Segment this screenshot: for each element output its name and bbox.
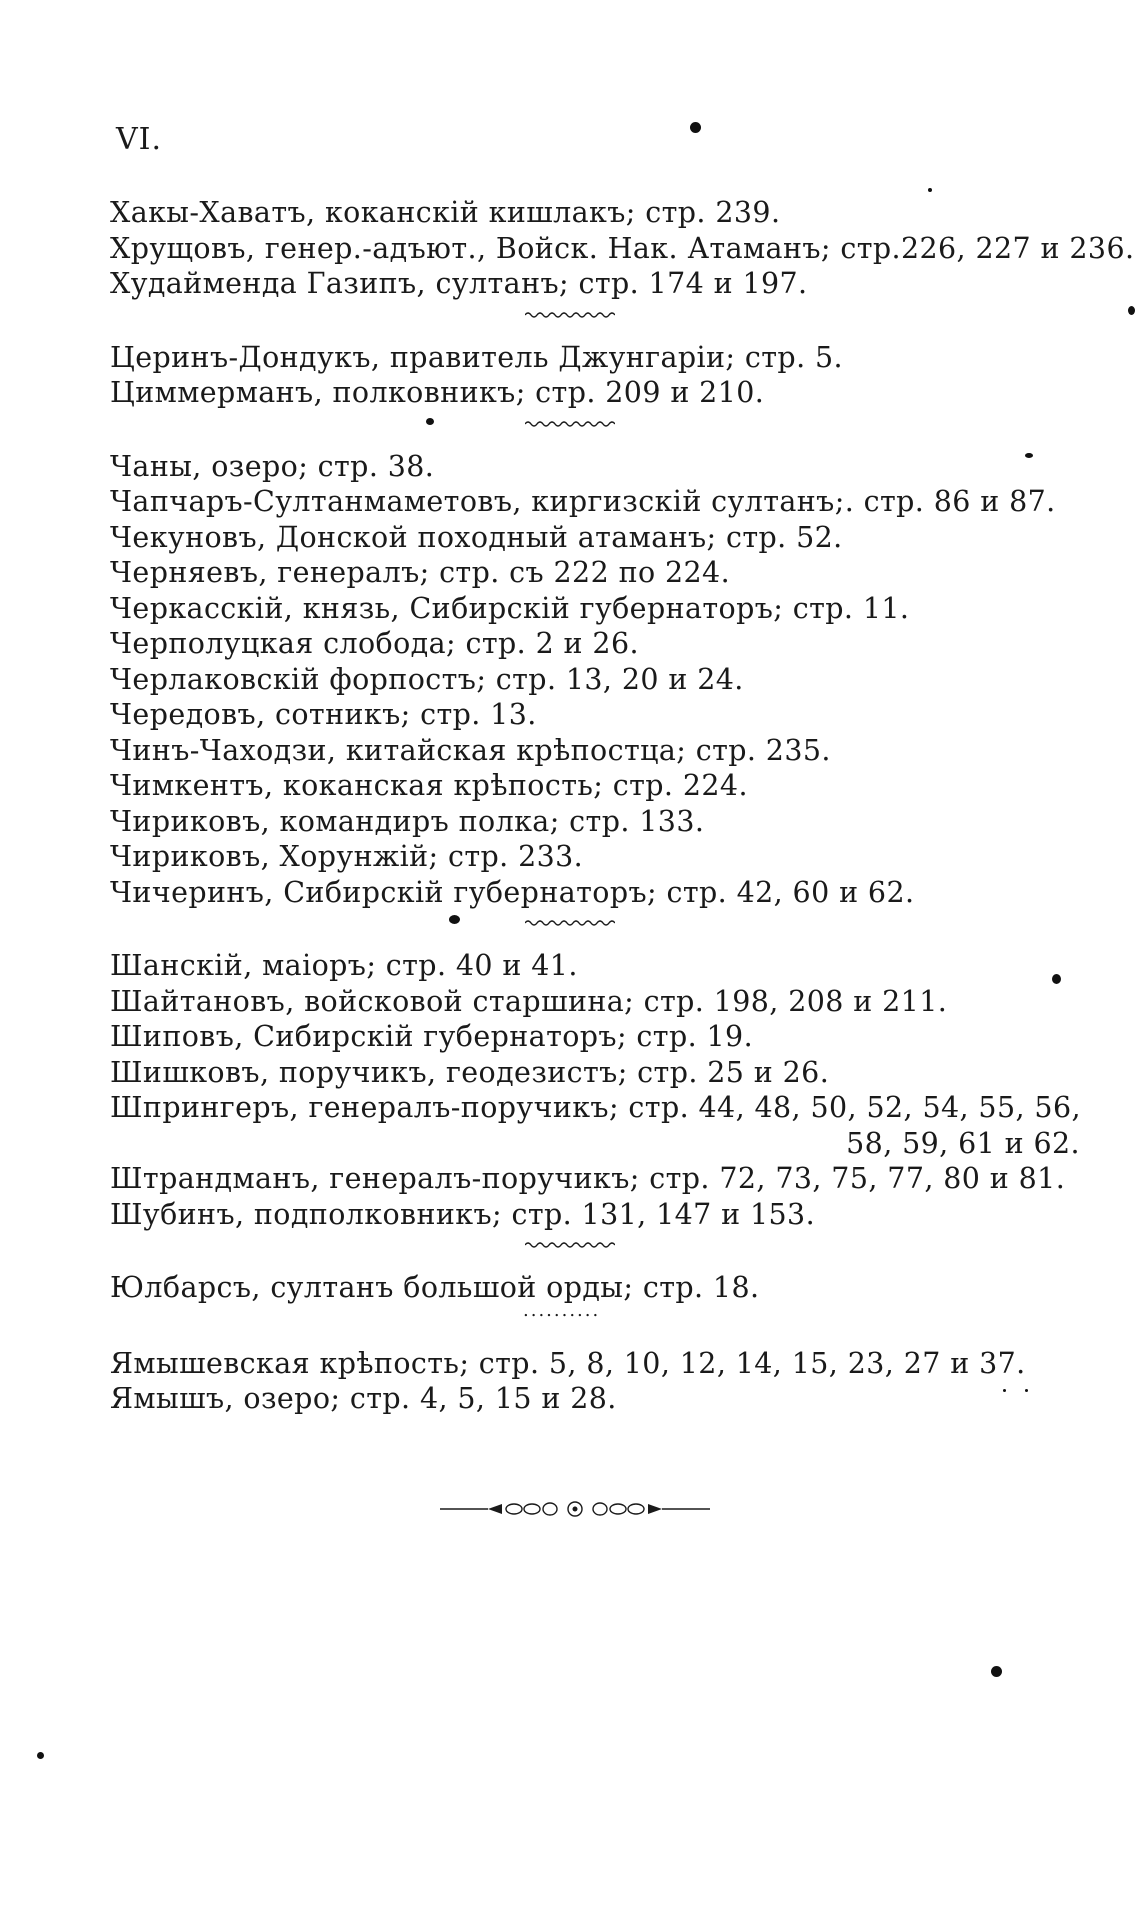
ink-speck [1128,306,1135,315]
index-entry: Чириковъ, Хорунжій; стр. 233. [110,840,584,873]
wavy-separator [110,302,1080,340]
ink-speck [991,1666,1002,1677]
index-entry: Худайменда Газипъ, султанъ; стр. 174 и 197. [110,267,808,300]
index-entry: Хрущовъ, генер.-адъют., Войск. Нак. Атаманъ; стр.226, 227 и 236. [110,231,1135,265]
index-entry: Черполуцкая слобода; стр. 2 и 26. [110,627,639,660]
dotted-separator-text: .......... [523,1299,601,1321]
index-entry: Черлаковскій форпостъ; стр. 13, 20 и 24. [110,662,744,696]
index-entry: Ямышевская крѣпость; стр. 5, 8, 10, 12, 14, 15, 23, 27 и 37. [110,1346,1026,1380]
ink-speck [928,188,932,192]
ink-speck [690,122,701,133]
index-entry: Хакы-Хаватъ, коканскій кишлакъ; стр. 239. [110,196,781,229]
index-entry: Ямышъ, озеро; стр. 4, 5, 15 и 28. [110,1382,617,1415]
wavy-separator [110,910,1080,948]
index-entries [110,195,1135,1417]
index-entry: Чичеринъ, Сибирскій губернаторъ; стр. 42, 60 и 62. [110,875,915,909]
index-entry: Шайтановъ, войсковой старшина; стр. 198, 208 и 211. [110,984,948,1018]
index-entry: Чапчаръ-Султанмаметовъ, киргизскій султанъ;. стр. 86 и 87. [110,485,1056,518]
wavy-separator [110,411,1080,449]
index-entry: Юлбарсъ, султанъ большой орды; стр. 18. [110,1271,760,1304]
index-entry: Штрандманъ, генералъ-поручикъ; стр. 72, 73, 75, 77, 80 и 81. [110,1162,1066,1195]
wavy-rule-icon [525,419,615,429]
index-entry: Циммерманъ, полковникъ; стр. 209 и 210. [110,376,765,409]
page-number: VI. [116,122,163,157]
index-entry: Шубинъ, подполковникъ; стр. 131, 147 и 153. [110,1197,816,1231]
ink-speck [1003,1389,1006,1392]
wavy-rule-icon [525,918,615,928]
index-entry: Чекуновъ, Донской походный атаманъ; стр. 52. [110,520,843,554]
index-entry: Чимкентъ, коканская крѣпость; стр. 224. [110,769,748,802]
wavy-rule-icon [525,1240,615,1250]
wavy-separator [110,1232,1080,1270]
index-entry: Чинъ-Чаходзи, китайская крѣпостца; стр. 235. [110,733,831,767]
index-entry: Черкасскій, князь, Сибирскій губернаторъ; стр. 11. [110,591,910,625]
wavy-rule-icon [525,310,615,320]
dotted-separator [110,1299,1080,1346]
ink-speck [1025,453,1033,458]
index-entry: Чередовъ, сотникъ; стр. 13. [110,698,537,731]
closing-ornament-icon [440,1496,710,1522]
index-entry: Церинъ-Дондукъ, правитель Джунгаріи; стр. 5. [110,340,843,374]
index-entry-continuation: 58, 59, 61 и 62. [846,1126,1080,1160]
index-entry: Шанскій, маіоръ; стр. 40 и 41. [110,949,578,982]
ink-speck [1025,1389,1028,1392]
index-entry: Черняевъ, генералъ; стр. съ 222 по 224. [110,556,731,589]
ink-speck [426,418,434,425]
ink-speck [1052,974,1061,984]
index-entry: Шишковъ, поручикъ, геодезистъ; стр. 25 и 26. [110,1055,830,1089]
index-entry: Чириковъ, командиръ полка; стр. 133. [110,804,705,838]
ink-speck [449,915,460,924]
index-entry: Чаны, озеро; стр. 38. [110,449,435,483]
index-entry: Шпрингеръ, генералъ-поручикъ; стр. 44, 48, 50, 52, 54, 55, 56, [110,1091,1081,1124]
index-entry: Шиповъ, Сибирскій губернаторъ; стр. 19. [110,1020,754,1053]
ink-speck [37,1752,44,1759]
